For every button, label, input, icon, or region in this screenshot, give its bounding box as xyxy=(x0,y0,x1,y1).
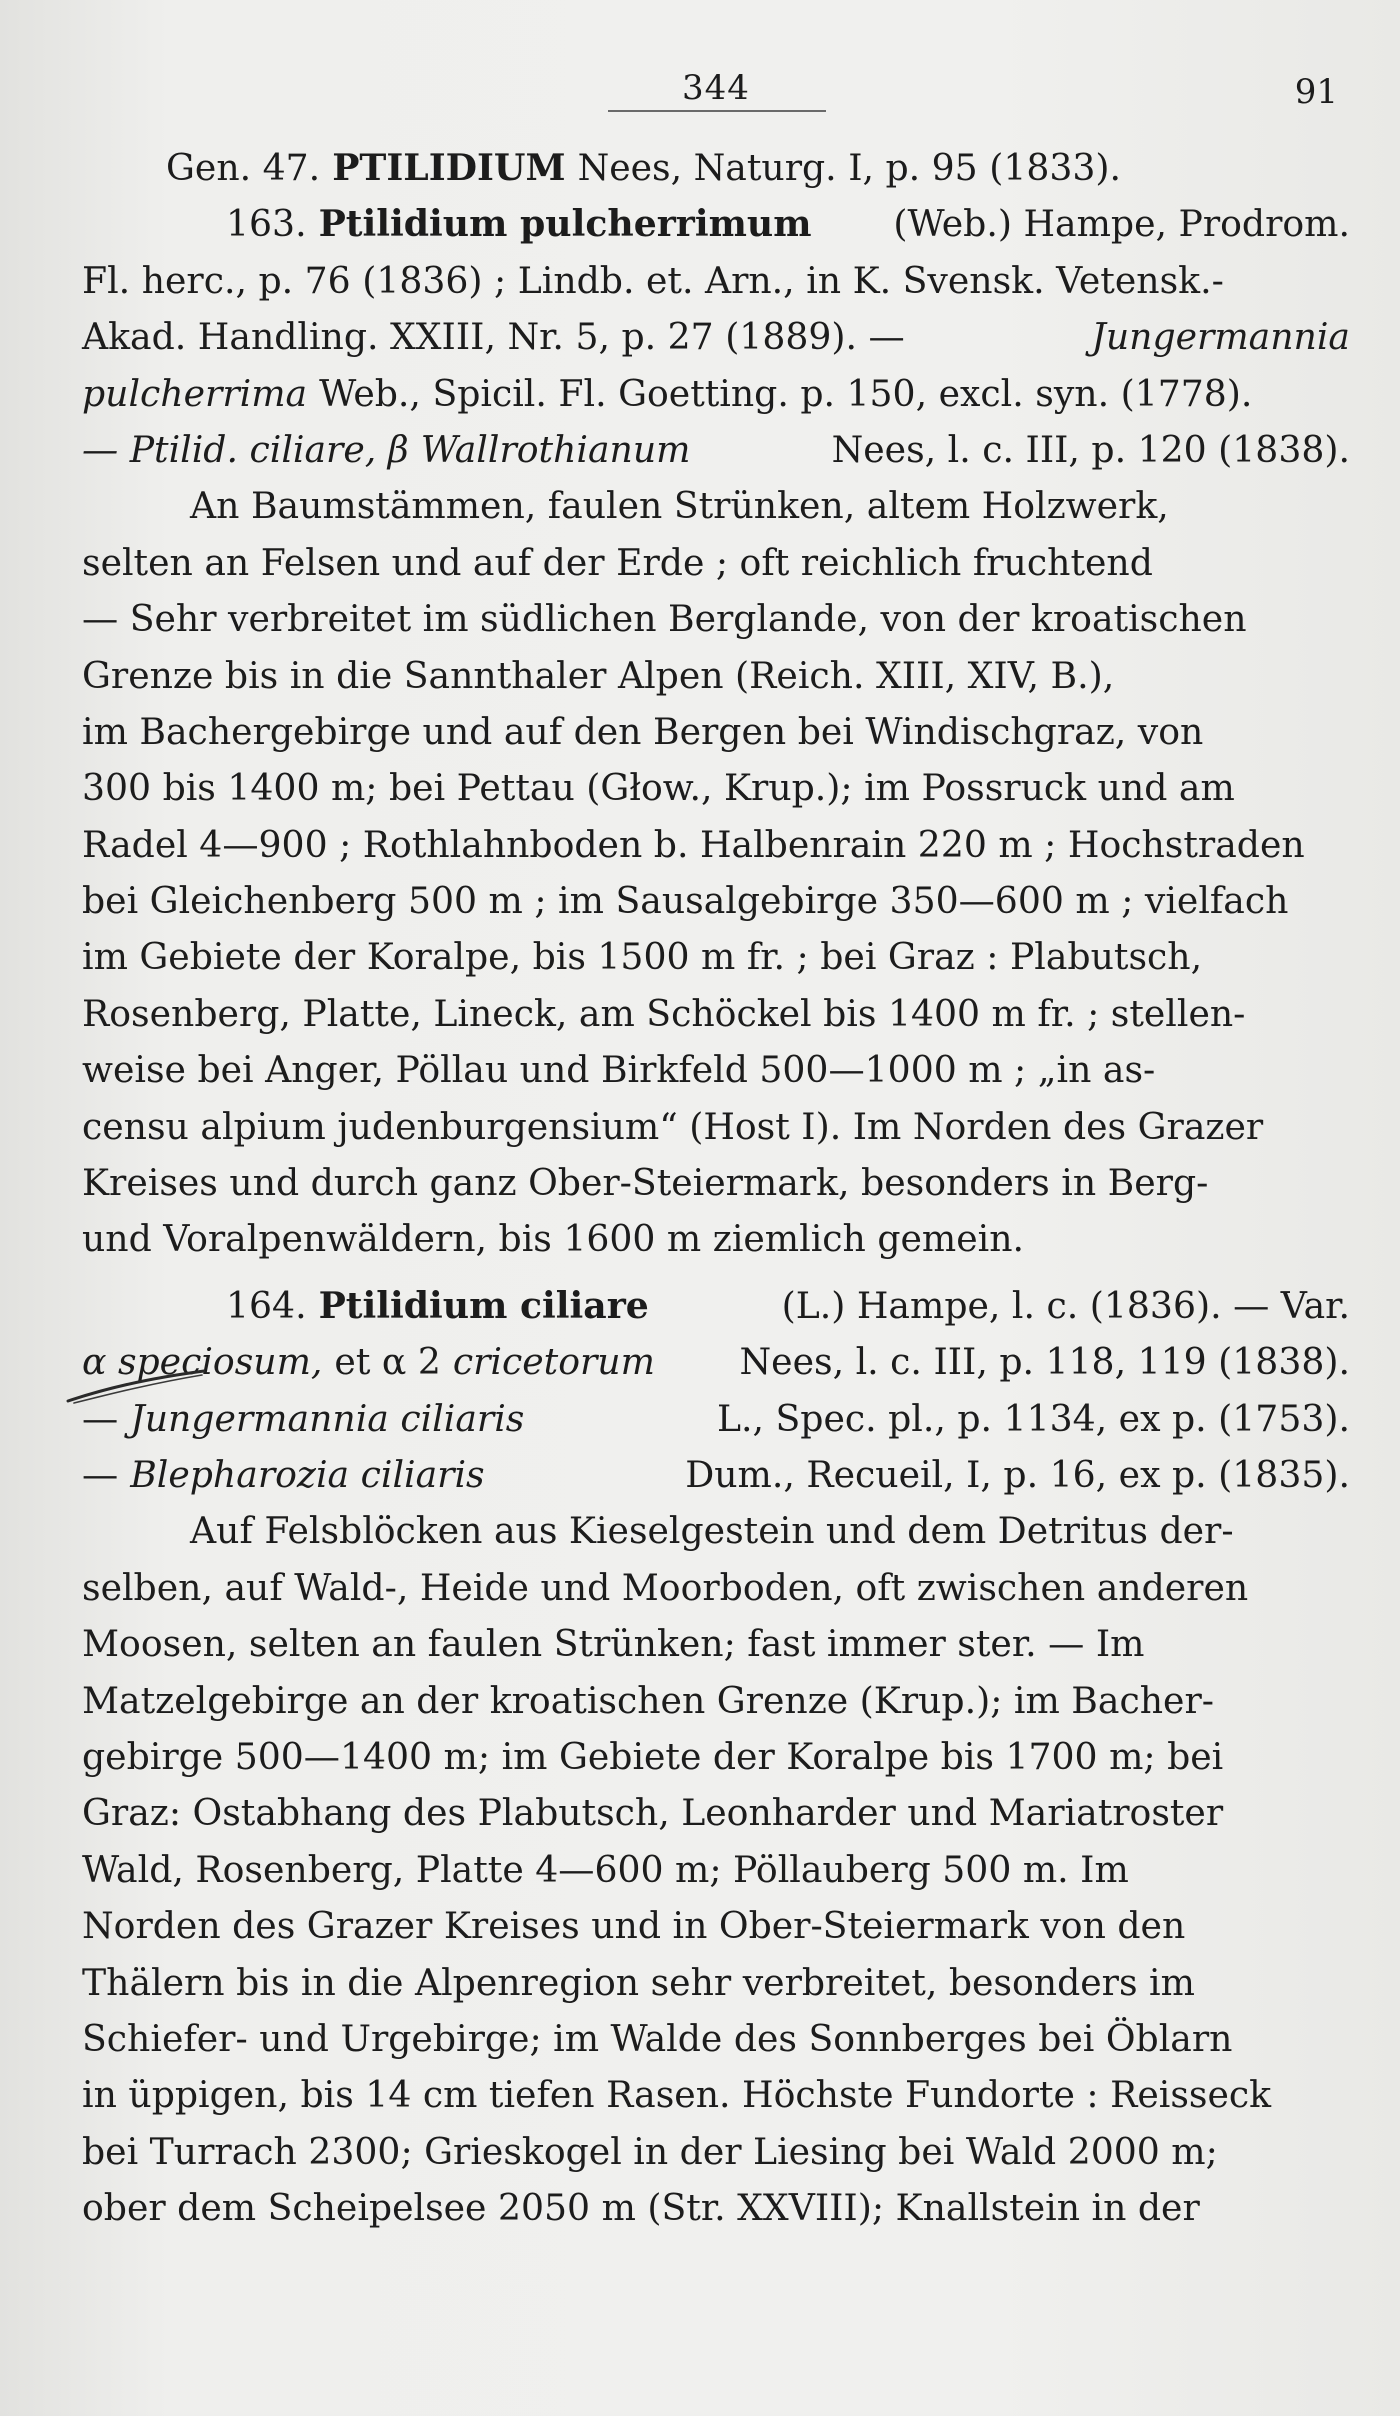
body-text: Norden des Grazer Kreises und in Ober-Steiermark von den xyxy=(82,1904,1186,1948)
body-text: selben, auf Wald-, Heide und Moorboden, oft zwischen anderen xyxy=(82,1565,1249,1609)
body-text: selten an Felsen und auf der Erde ; oft reichlich fruchtend xyxy=(82,540,1153,584)
synonymy-text: Dum., Recueil, I, p. 16, ex p. (1835). xyxy=(685,1452,1350,1496)
body-line xyxy=(82,535,1350,591)
body-line xyxy=(82,760,1350,816)
species-number: 163. xyxy=(226,202,307,246)
synonymy-text: L., Spec. pl., p. 1134, ex p. (1753). xyxy=(716,1396,1350,1440)
body-text: An Baumstämmen, faulen Strünken, altem Holzwerk, xyxy=(190,484,1169,528)
body-text: Auf Felsblöcken aus Kieselgestein und dem Detritus der- xyxy=(190,1509,1234,1553)
variety-name: α speciosum, xyxy=(82,1340,323,1384)
dash: — xyxy=(82,1452,119,1496)
body-text: Moosen, selten an faulen Strünken; fast immer ster. — Im xyxy=(82,1622,1145,1666)
page-number-right: 91 xyxy=(1294,72,1338,112)
body-text: gebirge 500—1400 m; im Gebiete der Koralpe bis 1700 m; bei xyxy=(82,1734,1224,1778)
variety-name: cricetorum xyxy=(452,1340,655,1384)
dash: — xyxy=(82,1396,119,1440)
body-line xyxy=(82,1729,1350,1785)
body-text: bei Turrach 2300; Grieskogel in der Liesing bei Wald 2000 m; xyxy=(82,2129,1218,2173)
synonym-name: pulcherrima xyxy=(82,371,308,415)
synonymy-text: Nees, l. c. III, p. 118, 119 (1838). xyxy=(739,1340,1350,1384)
synonymy-line xyxy=(82,422,1350,478)
page-number-center: 344 xyxy=(682,68,750,108)
species-citation: (L.) Hampe, l. c. (1836). — Var. xyxy=(781,1283,1350,1327)
synonymy-line xyxy=(82,253,1350,309)
body-line xyxy=(82,2124,1350,2180)
body-line xyxy=(82,986,1350,1042)
body-line xyxy=(82,1673,1350,1729)
body-text: im Gebiete der Koralpe, bis 1500 m fr. ; bei Graz : Plabutsch, xyxy=(82,935,1203,979)
synonymy-line xyxy=(82,1447,1350,1503)
body-text: — Sehr verbreitet im südlichen Berglande, von der kroatischen xyxy=(82,597,1247,641)
body-line xyxy=(82,873,1350,929)
synonymy-text: et α 2 xyxy=(334,1340,441,1384)
species-name: Ptilidium pulcherrimum xyxy=(318,202,812,246)
body-line xyxy=(82,1211,1350,1267)
body-line xyxy=(82,1898,1350,1954)
body-line xyxy=(82,1785,1350,1841)
body-text: Graz: Ostabhang des Plabutsch, Leonharder und Mariatroster xyxy=(82,1791,1224,1835)
body-line xyxy=(82,929,1350,985)
body-line xyxy=(82,478,1350,534)
body-text: bei Gleichenberg 500 m ; im Sausalgebirge 350—600 m ; vielfach xyxy=(82,879,1289,923)
body-line xyxy=(82,1503,1350,1559)
synonymy-line xyxy=(82,1391,1350,1447)
body-line xyxy=(82,2011,1350,2067)
body-text: Schiefer- und Urgebirge; im Walde des Sonnberges bei Öblarn xyxy=(82,2016,1233,2060)
body-line xyxy=(82,2067,1350,2123)
body-text: 300 bis 1400 m; bei Pettau (Głow., Krup.); im Possruck und am xyxy=(82,766,1235,810)
genus-heading xyxy=(82,140,1350,196)
species-number: 164. xyxy=(226,1283,307,1327)
body-line xyxy=(82,1042,1350,1098)
genus-label: Gen. 47. xyxy=(166,146,321,189)
body-line xyxy=(82,648,1350,704)
body-text: Thälern bis in die Alpenregion sehr verbreitet, besonders im xyxy=(82,1960,1195,2004)
body-line xyxy=(82,1842,1350,1898)
body-line xyxy=(82,2180,1350,2236)
body-text: und Voralpenwäldern, bis 1600 m ziemlich gemein. xyxy=(82,1217,1025,1261)
body-line xyxy=(82,817,1350,873)
body-text: Wald, Rosenberg, Platte 4—600 m; Pöllauberg 500 m. Im xyxy=(82,1847,1129,1891)
body-line xyxy=(82,704,1350,760)
synonymy-line xyxy=(82,1334,1350,1390)
synonym-name: Jungermannia xyxy=(1091,315,1350,359)
synonymy-text: Web., Spicil. Fl. Goetting. p. 150, excl. syn. (1778). xyxy=(319,371,1253,415)
synonymy-text: Nees, l. c. III, p. 120 (1838). xyxy=(831,427,1350,471)
synonym-name: Wallrothianum xyxy=(420,427,691,471)
body-line xyxy=(82,591,1350,647)
body-text: Rosenberg, Platte, Lineck, am Schöckel bis 1400 m fr. ; stellen- xyxy=(82,991,1246,1035)
synonym-name: Jungermannia ciliaris xyxy=(130,1396,525,1440)
synonymy-text: Fl. herc., p. 76 (1836) ; Lindb. et. Arn., in K. Svensk. Vetensk.- xyxy=(82,258,1224,302)
body-text: Matzelgebirge an der kroatischen Grenze (Krup.); im Bacher- xyxy=(82,1678,1214,1722)
body-text: Grenze bis in die Sannthaler Alpen (Reich. XIII, XIV, B.), xyxy=(82,653,1115,697)
species-163-heading xyxy=(82,196,1350,252)
body-line xyxy=(82,1616,1350,1672)
pencil-underline-mark xyxy=(64,1367,212,1407)
genus-citation: Nees, Naturg. I, p. 95 (1833). xyxy=(577,146,1122,189)
text-body xyxy=(82,140,1350,2236)
body-text: Kreises und durch ganz Ober-Steiermark, besonders in Berg- xyxy=(82,1161,1209,1205)
species-164-heading xyxy=(82,1278,1350,1334)
body-text: im Bachergebirge und auf den Bergen bei Windischgraz, von xyxy=(82,709,1204,753)
page-header xyxy=(80,50,1352,120)
body-line xyxy=(82,1099,1350,1155)
body-line xyxy=(82,1560,1350,1616)
body-line xyxy=(82,1155,1350,1211)
synonym-name: — Ptilid. ciliare, β xyxy=(82,427,409,471)
body-text: ober dem Scheipelsee 2050 m (Str. XXVIII); Knallstein in der xyxy=(82,2186,1200,2230)
body-line xyxy=(82,1955,1350,2011)
body-text: Radel 4—900 ; Rothlahnboden b. Halbenrain 220 m ; Hochstraden xyxy=(82,822,1305,866)
genus-name: PTILIDIUM xyxy=(332,146,566,189)
synonymy-line xyxy=(82,366,1350,422)
synonymy-line xyxy=(82,309,1350,365)
synonymy-text: Akad. Handling. XXIII, Nr. 5, p. 27 (1889). — xyxy=(82,315,905,359)
body-text: in üppigen, bis 14 cm tiefen Rasen. Höchste Fundorte : Reisseck xyxy=(82,2073,1272,2117)
body-text: censu alpium judenburgensium“ (Host I). Im Norden des Grazer xyxy=(82,1104,1264,1148)
synonym-name: Blepharozia ciliaris xyxy=(130,1452,485,1496)
species-name: Ptilidium ciliare xyxy=(318,1283,649,1327)
species-citation: (Web.) Hampe, Prodrom. xyxy=(893,202,1350,246)
body-text: weise bei Anger, Pöllau und Birkfeld 500—1000 m ; „in as- xyxy=(82,1048,1156,1092)
header-rule xyxy=(608,110,826,112)
